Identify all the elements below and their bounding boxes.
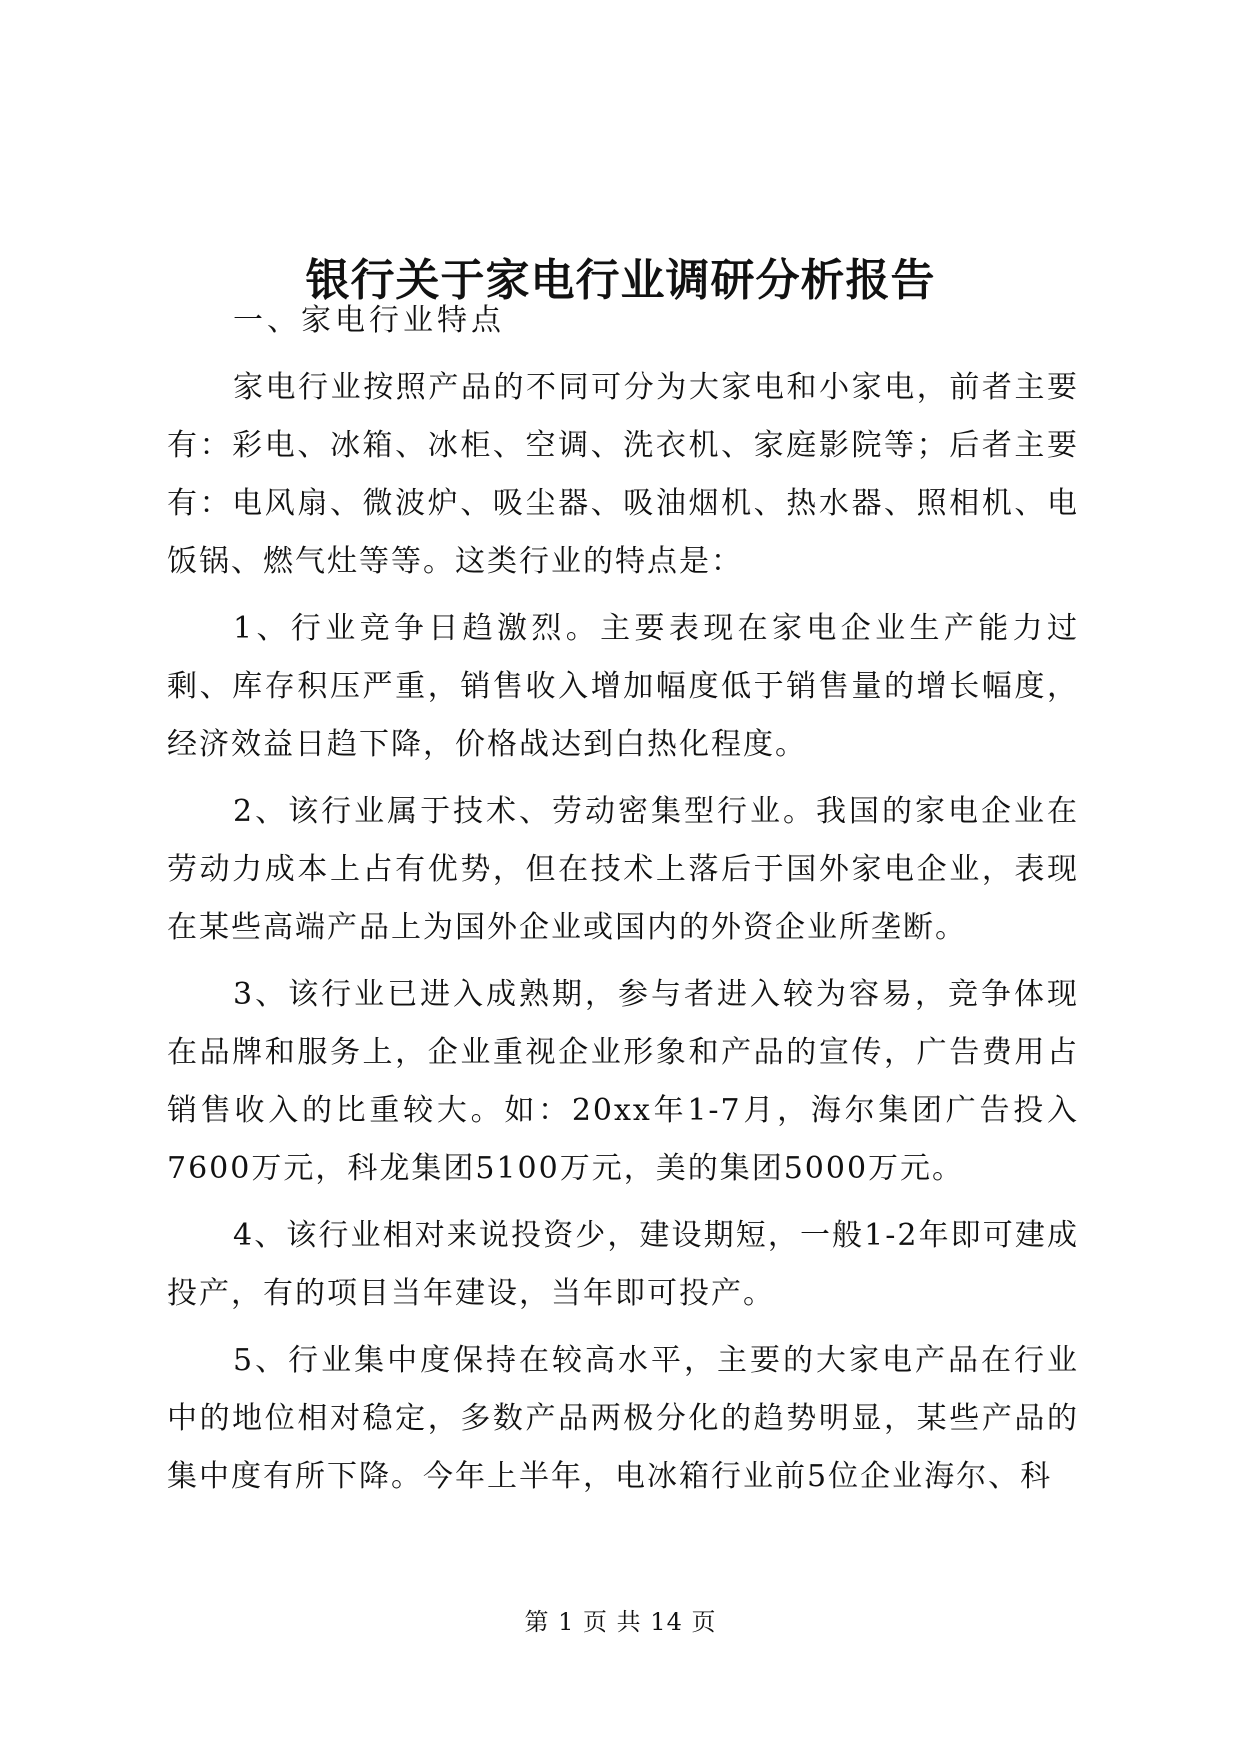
paragraph-point-5: 5、行业集中度保持在较高水平，主要的大家电产品在行业中的地位相对稳定，多数产品两极分化的趋势明显，某些产品的集中度有所下降。今年上半年，电冰箱行业前5位企业海尔、科: [167, 1343, 1079, 1494]
paragraph-point-2: 2、该行业属于技术、劳动密集型行业。我国的家电企业在劳动力成本上占有优势，但在技术上落后于国外家电企业，表现在某些高端产品上为国外企业或国内的外资企业所垄断。: [167, 794, 1079, 945]
document-title: 银行关于家电行业调研分析报告: [305, 255, 936, 307]
paragraph-point-1: 1、行业竞争日趋激烈。主要表现在家电企业生产能力过剩、库存积压严重，销售收入增加幅度低于销售量的增长幅度，经济效益日趋下降，价格战达到白热化程度。: [167, 611, 1079, 762]
paragraph-overview: 家电行业按照产品的不同可分为大家电和小家电，前者主要有：彩电、冰箱、冰柜、空调、洗衣机、家庭影院等；后者主要有：电风扇、微波炉、吸尘器、吸油烟机、热水器、照相机、电饭锅、燃气灶等等。这类行业的特点是：: [167, 370, 1079, 579]
section-heading: 一、家电行业特点: [233, 303, 505, 338]
paragraph-point-4: 4、该行业相对来说投资少，建设期短，一般1-2年即可建成投产，有的项目当年建设，当年即可投产。: [167, 1218, 1079, 1311]
paragraph-point-3: 3、该行业已进入成熟期，参与者进入较为容易，竞争体现在品牌和服务上，企业重视企业形象和产品的宣传，广告费用占销售收入的比重较大。如：20xx年1-7月，海尔集团广告投入7600万元，科龙集团5100万元，美的集团5000万元。: [167, 977, 1079, 1186]
document-body: [167, 292, 1079, 1506]
page-footer: 第 1 页 共 14 页: [524, 1608, 717, 1636]
